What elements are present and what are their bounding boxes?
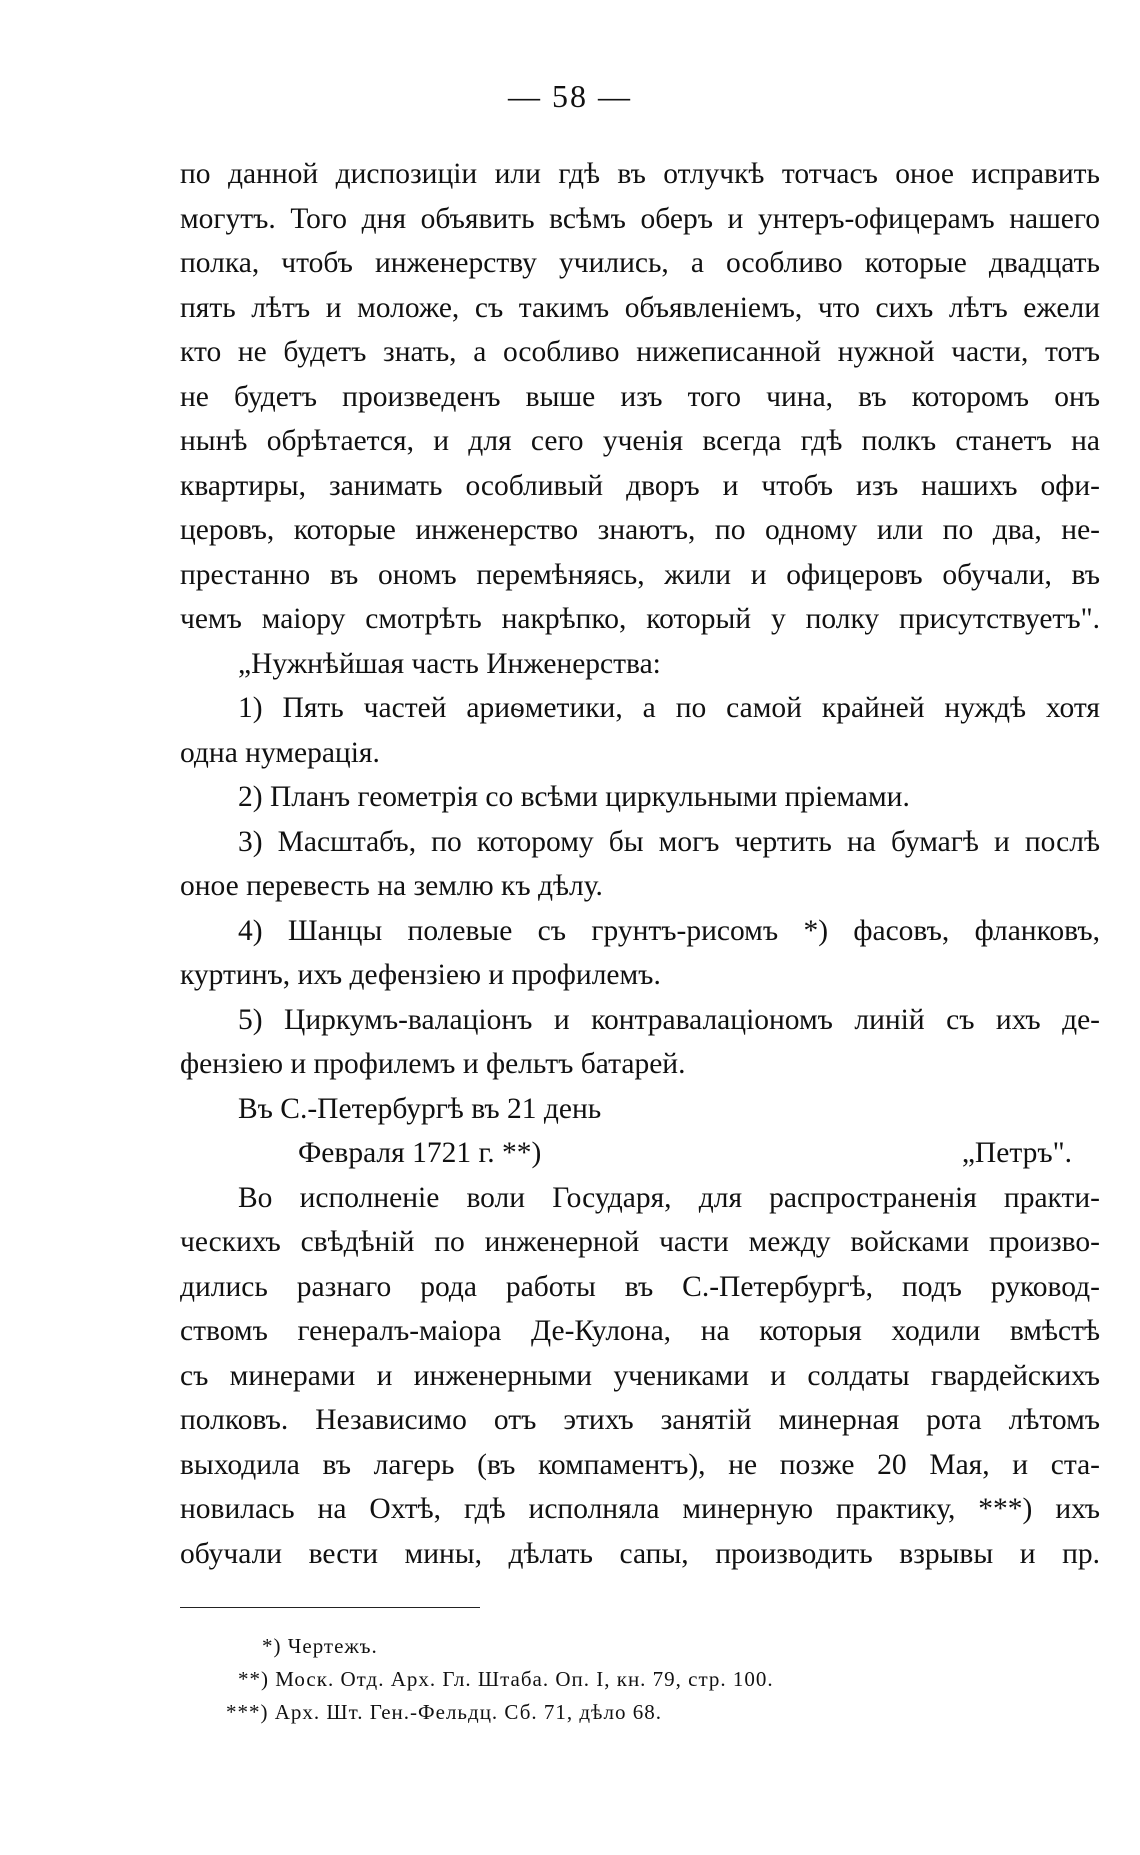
signature-block <box>180 1087 1100 1176</box>
item-line: одна нумерація. <box>180 736 380 769</box>
text-line: съ минерами и инженерными учениками и солдаты гвардейскихъ <box>180 1359 1100 1392</box>
signature-date: Февраля 1721 г. **) <box>298 1137 542 1169</box>
item-3 <box>180 820 1100 909</box>
narrative-paragraph <box>180 1176 1100 1577</box>
footnote-rule <box>180 1607 480 1608</box>
item-5 <box>180 998 1100 1087</box>
text-line: обучали вести мины, дѣлать сапы, производить взрывы и пр. <box>180 1537 1100 1570</box>
text-line: новилась на Охтѣ, гдѣ исполняла минерную практику, ***) ихъ <box>180 1493 1100 1525</box>
item-line: 4) Шанцы полевые съ грунтъ-рисомъ *) фасовъ, фланковъ, <box>238 914 1100 947</box>
text-line: церовъ, которые инженерство знаютъ, по одному или по два, не- <box>180 514 1100 546</box>
item-line: оное перевесть на землю къ дѣлу. <box>180 870 603 902</box>
signature-place-date: Въ С.-Петербургѣ въ 21 день <box>238 1092 602 1125</box>
page-number: — 58 — <box>508 78 632 114</box>
text-line: чемъ маіору смотрѣть накрѣпко, который у полку присутствуетъ". <box>180 603 1100 635</box>
item-line: 3) Масштабъ, по которому бы могъ чертить на бумагѣ и послѣ <box>238 825 1100 858</box>
text-line: не будетъ произведенъ выше изъ того чина, въ которомъ онъ <box>180 380 1100 413</box>
item-line: 2) Планъ геометрія со всѣми циркульными пріемами. <box>238 781 910 813</box>
text-line: дились разнаго рода работы въ С.-Петербургѣ, подъ руковод- <box>180 1270 1100 1303</box>
section-heading: „Нужнѣйшая часть Инженерства: <box>238 647 661 680</box>
text-line: выходила въ лагерь (въ компаментъ), не позже 20 Мая, и ста- <box>180 1448 1100 1481</box>
item-2 <box>180 775 1100 820</box>
item-line: куртинъ, ихъ дефензіею и профилемъ. <box>180 959 661 991</box>
text-line: ствомъ генералъ-маіора Де-Кулона, на которыя ходили вмѣстѣ <box>180 1315 1100 1347</box>
main-text <box>180 152 1100 1576</box>
item-4 <box>180 909 1100 998</box>
text-line: полковъ. Независимо отъ этихъ занятій минерная рота лѣтомъ <box>180 1404 1100 1436</box>
item-line: 5) Циркумъ-валаціонъ и контравалаціономъ линій съ ихъ де- <box>238 1003 1100 1036</box>
footnote-1: *) Чертежъ. <box>262 1634 378 1658</box>
text-line: пять лѣтъ и моложе, съ такимъ объявленіемъ, что сихъ лѣтъ ежели <box>180 291 1100 324</box>
footnote-3: ***) Арх. Шт. Ген.-Фельдц. Сб. 71, дѣло 68. <box>226 1700 662 1724</box>
signature-signer: „Петръ". <box>961 1137 1072 1169</box>
signature-row <box>180 1131 1100 1176</box>
text-line: ческихъ свѣдѣній по инженерной части между войсками произво- <box>180 1226 1100 1258</box>
footnotes <box>180 1630 1100 1729</box>
text-line: квартиры, занимать особливый дворъ и чтобъ изъ нашихъ офи- <box>180 469 1100 502</box>
item-line: 1) Пять частей ариѳметики, а по самой крайней нуждѣ хотя <box>238 692 1100 724</box>
text-line: полка, чтобъ инженерству учились, а особливо которые двадцать <box>180 247 1100 279</box>
text-line: по данной диспозиціи или гдѣ въ отлучкѣ тотчасъ оное исправить <box>180 158 1100 190</box>
item-1 <box>180 686 1100 775</box>
text-line: нынѣ обрѣтается, и для сего ученія всегда гдѣ полкъ станетъ на <box>180 425 1100 457</box>
text-line: кто не будетъ знать, а особливо нижеписанной нужной части, тотъ <box>180 336 1100 368</box>
decree-paragraph <box>180 152 1100 642</box>
text-line: престанно въ ономъ перемѣняясь, жили и офицеровъ обучали, въ <box>180 558 1100 591</box>
text-line: Во исполненіе воли Государя, для распространенія практи- <box>238 1181 1100 1214</box>
text-line: могутъ. Того дня объявить всѣмъ оберъ и унтеръ-офицерамъ нашего <box>180 202 1100 235</box>
item-line: фензіею и профилемъ и фельтъ батарей. <box>180 1048 686 1080</box>
footnote-2: **) Моск. Отд. Арх. Гл. Штаба. Оп. I, кн. 79, стр. 100. <box>238 1667 774 1691</box>
